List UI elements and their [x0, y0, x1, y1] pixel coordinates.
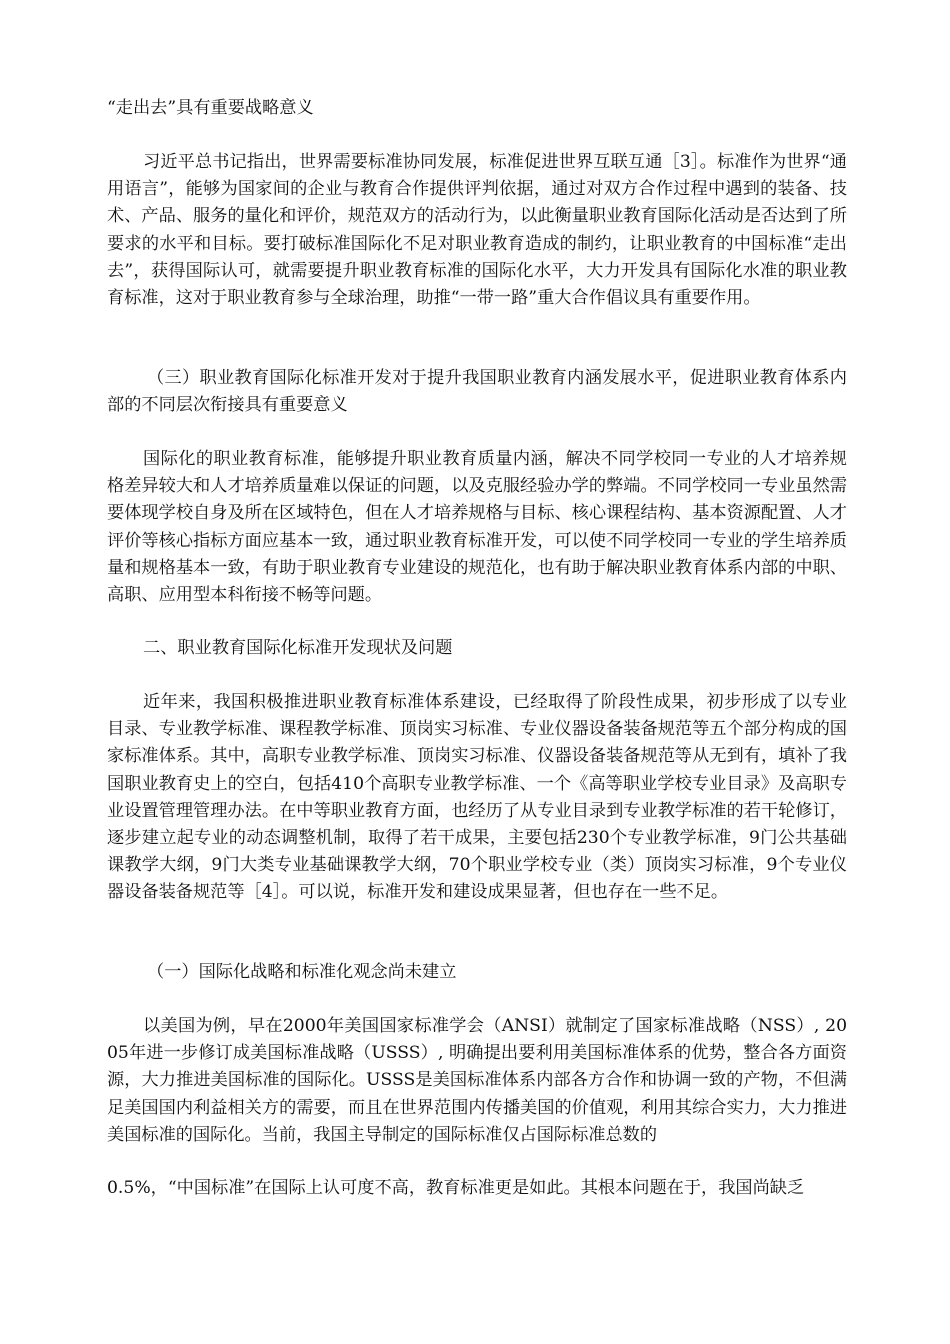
section-heading-2: 二、职业教育国际化标准开发现状及问题	[143, 638, 453, 658]
paragraph-heading-continuation: “走出去”具有重要战略意义	[107, 98, 314, 118]
paragraph-continuation: 0.5%，“中国标准”在国际上认可度不高，教育标准更是如此。其根本问题在于，我国尚缺乏	[107, 1178, 805, 1198]
paragraph-body: 国际化的职业教育标准，能够提升职业教育质量内涵，解决不同学校同一专业的人才培养规格差异较大和人才培养质量难以保证的问题，以及克服经验办学的弊端。不同学校同一专业虽然需要体现学校自身及所在区域特色，但在人才培养规格与目标、核心课程结构、基本资源配置、人才评价等核心指标方面应基本一致，通过职业教育标准开发，可以使不同学校同一专业的学生培养质量和规格基本一致，有助于职业教育专业建设的规范化，也有助于解决职业教育体系内部的中职、高职、应用型本科衔接不畅等问题。	[107, 449, 847, 606]
section-heading-3: （三）职业教育国际化标准开发对于提升我国职业教育内涵发展水平，促进职业教育体系内部的不同层次衔接具有重要意义	[107, 368, 847, 416]
paragraph-body: 习近平总书记指出，世界需要标准协同发展，标准促进世界互联互通［3］。标准作为世界“通用语言”，能够为国家间的企业与教育合作提供评判依据，通过对双方合作过程中遇到的装备、技术、产品、服务的量化和评价，规范双方的活动行为，以此衡量职业教育国际化活动是否达到了所要求的水平和目标。要打破标准国际化不足对职业教育造成的制约，让职业教育的中国标准“走出去”，获得国际认可，就需要提升职业教育标准的国际化水平，大力开发具有国际化水准的职业教育标准，这对于职业教育参与全球治理，助推“一带一路”重大合作倡议具有重要作用。	[107, 152, 847, 309]
paragraph-body: 以美国为例，早在2000年美国国家标准学会（ANSI）就制定了国家标准战略（NSS）, 2005年进一步修订成美国标准战略（USSS）, 明确提出要利用美国标准体系的优势，整合各方面资源，大力推进美国标准的国际化。USSS是美国标准体系内部各方合作和协调一致的产物，不但满足美国国内利益相关方的需要，而且在世界范围内传播美国的价值观，利用其综合实力，大力推进美国标准的国际化。当前，我国主导制定的国际标准仅占国际标准总数的	[107, 1016, 847, 1145]
paragraph-body: 近年来，我国积极推进职业教育标准体系建设，已经取得了阶段性成果，初步形成了以专业目录、专业教学标准、课程教学标准、顶岗实习标准、专业仪器设备装备规范等五个部分构成的国家标准体系。其中，高职专业教学标准、顶岗实习标准、仪器设备装备规范等从无到有，填补了我国职业教育史上的空白，包括410个高职专业教学标准、一个《高等职业学校专业目录》及高职专业设置管理管理办法。在中等职业教育方面，也经历了从专业目录到专业教学标准的若干轮修订，逐步建立起专业的动态调整机制，取得了若干成果，主要包括230个专业教学标准，9门公共基础课教学大纲，9门大类专业基础课教学大纲，70个职业学校专业（类）顶岗实习标准，9个专业仪器设备装备规范等［4］。可以说，标准开发和建设成果显著，但也存在一些不足。	[107, 692, 847, 903]
subsection-heading-1: （一）国际化战略和标准化观念尚未建立	[147, 962, 457, 982]
